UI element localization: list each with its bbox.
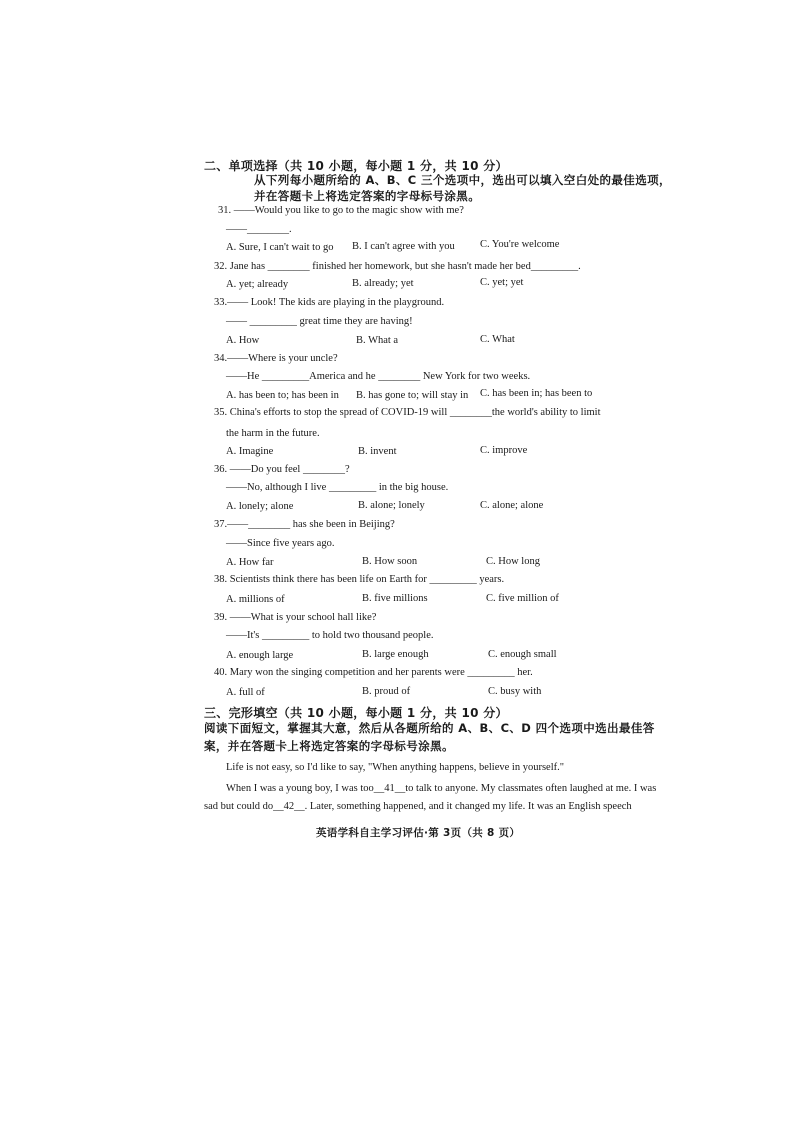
passage-line-3-start: sad but could do xyxy=(204,801,274,812)
blank-41: __41__ xyxy=(373,783,406,794)
q34-stem: 34.——Where is your uncle? xyxy=(214,353,338,364)
q37-option-a: A. How far xyxy=(226,557,274,568)
q31-option-b: B. I can't agree with you xyxy=(352,241,455,252)
section3-instruction-2: 案，并在答题卡上将选定答案的字母标号涂黑。 xyxy=(204,739,454,753)
q38-option-b: B. five millions xyxy=(362,593,428,604)
q39-option-c: C. enough small xyxy=(488,649,557,660)
q38-option-a: A. millions of xyxy=(226,594,285,605)
q31-option-a: A. Sure, I can't wait to go xyxy=(226,242,334,253)
q38-option-c: C. five million of xyxy=(486,593,559,604)
passage-line-2 xyxy=(226,783,656,794)
q33-response: —— _________ great time they are having! xyxy=(226,316,413,327)
q39-option-b: B. large enough xyxy=(362,649,429,660)
q35-option-a: A. Imagine xyxy=(226,446,274,457)
q33-stem: 33.—— Look! The kids are playing in the playground. xyxy=(214,297,445,308)
passage-line-2-end: to talk to anyone. My classmates often laughed at me. I was xyxy=(405,783,657,794)
q39-option-a: A. enough large xyxy=(226,650,294,661)
page-footer: 英语学科自主学习评估·第 3页（共 8 页） xyxy=(316,827,521,839)
section2-title: 二、单项选择（共 10 小题，每小题 1 分，共 10 分） xyxy=(204,159,508,173)
q31-response: ——________. xyxy=(226,224,292,235)
q36-option-c: C. alone; alone xyxy=(480,500,544,511)
q34-option-b: B. has gone to; will stay in xyxy=(356,390,469,401)
q34-option-a: A. has been to; has been in xyxy=(226,390,339,401)
passage-line-3 xyxy=(204,801,632,812)
q33-option-b: B. What a xyxy=(356,335,399,346)
q40-option-a: A. full of xyxy=(226,687,265,698)
q37-option-c: C. How long xyxy=(486,556,540,567)
q33-option-a: A. How xyxy=(226,335,260,346)
q34-response: ——He _________America and he ________ New York for two weeks. xyxy=(226,371,531,382)
q34-option-c: C. has been in; has been to xyxy=(480,388,593,399)
q32-stem: 32. Jane has ________ finished her homework, but she hasn't made her bed_________. xyxy=(214,261,581,272)
q31-option-c: C. You're welcome xyxy=(480,239,560,250)
q37-option-b: B. How soon xyxy=(362,556,418,567)
q35-stem: 35. China's efforts to stop the spread of COVID-19 will ________the world's ability to limit xyxy=(214,407,601,418)
section3-title: 三、完形填空（共 10 小题，每小题 1 分，共 10 分） xyxy=(204,706,508,720)
section2-instruction-2: 并在答题卡上将选定答案的字母标号涂黑。 xyxy=(254,189,481,203)
q32-option-b: B. already; yet xyxy=(352,278,414,289)
q32-option-c: C. yet; yet xyxy=(480,277,524,288)
q38-stem: 38. Scientists think there has been life on Earth for _________ years. xyxy=(214,574,505,585)
passage-line-2-start: When I was a young boy, I was too xyxy=(226,783,374,794)
passage-line-3-end: . Later, something happened, and it changed my life. It was an English speech xyxy=(304,801,632,812)
passage-line-1: Life is not easy, so I'd like to say, "When anything happens, believe in yourself." xyxy=(226,762,565,773)
q36-stem: 36. ——Do you feel ________? xyxy=(214,464,350,475)
section2-instruction-1: 从下列每小题所给的 A、B、C 三个选项中，选出可以填入空白处的最佳选项， xyxy=(254,173,671,187)
q35-option-b: B. invent xyxy=(358,446,397,457)
q32-option-a: A. yet; already xyxy=(226,279,289,290)
q40-option-c: C. busy with xyxy=(488,686,542,697)
q36-option-b: B. alone; lonely xyxy=(358,500,425,511)
q37-stem: 37.——________ has she been in Beijing? xyxy=(214,519,395,530)
section3-instruction-1: 阅读下面短文，掌握其大意，然后从各题所给的 A、B、C、D 四个选项中选出最佳答 xyxy=(204,721,655,735)
q39-stem: 39. ——What is your school hall like? xyxy=(214,612,377,623)
q31-stem: 31. ——Would you like to go to the magic show with me? xyxy=(218,205,464,216)
q36-option-a: A. lonely; alone xyxy=(226,501,294,512)
q40-stem: 40. Mary won the singing competition and her parents were _________ her. xyxy=(214,667,533,678)
q36-response: ——No, although I live _________ in the big house. xyxy=(226,482,449,493)
q33-option-c: C. What xyxy=(480,334,515,345)
q40-option-b: B. proud of xyxy=(362,686,411,697)
blank-42: __42__ xyxy=(273,801,305,812)
q39-response: ——It's _________ to hold two thousand people. xyxy=(226,630,434,641)
q35-option-c: C. improve xyxy=(480,445,528,456)
q37-response: ——Since five years ago. xyxy=(226,538,335,549)
q35-stem-cont: the harm in the future. xyxy=(226,428,320,439)
